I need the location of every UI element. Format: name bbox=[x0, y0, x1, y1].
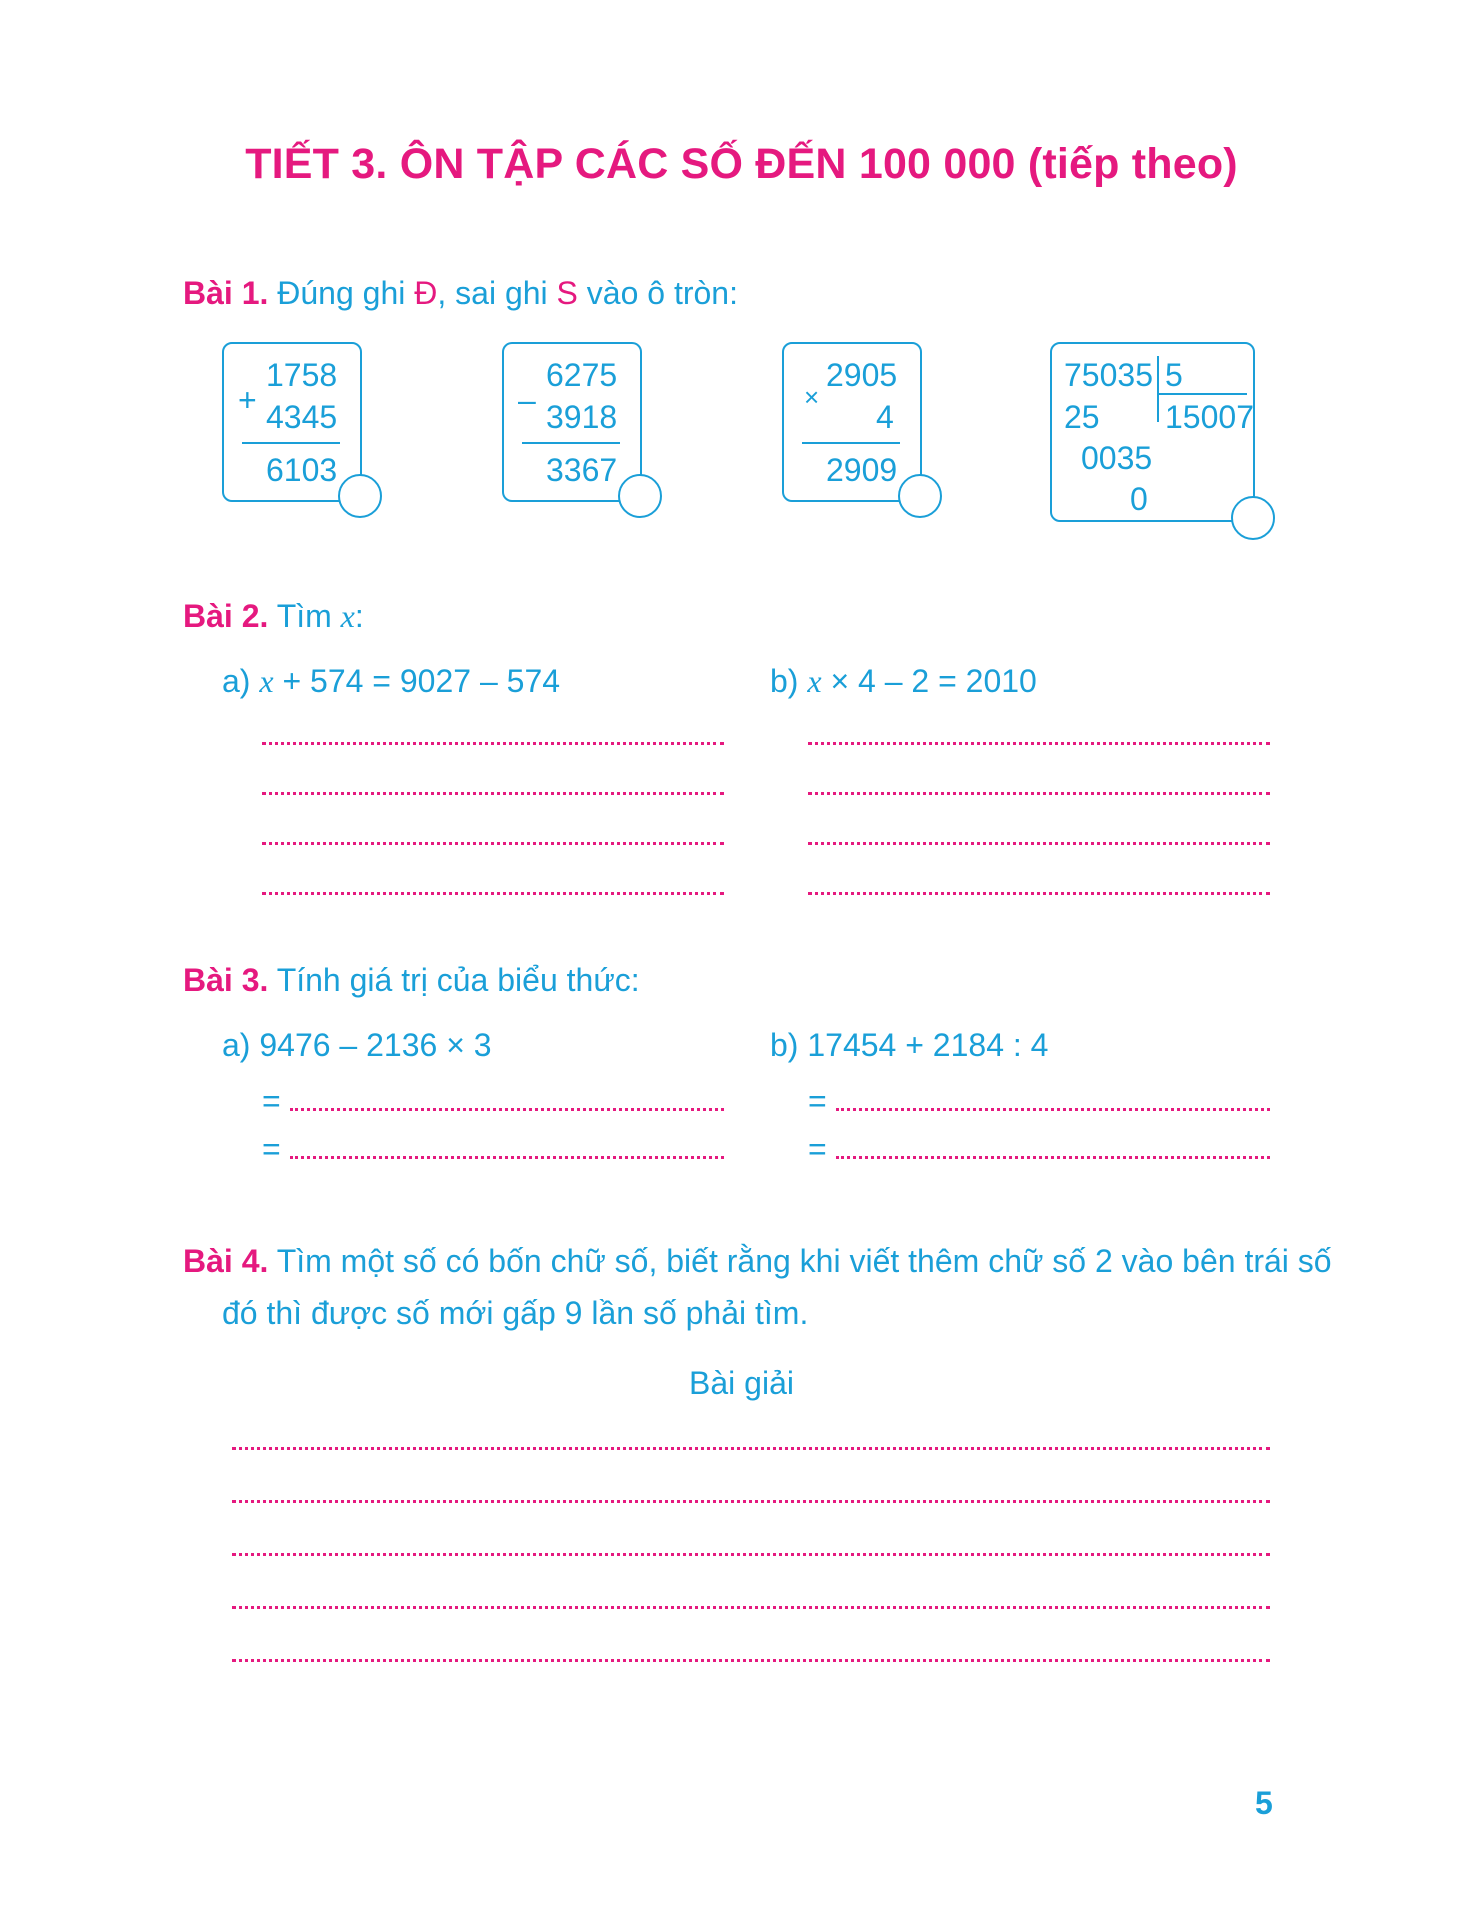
solution-line[interactable] bbox=[232, 1553, 1270, 1556]
times-sign: × bbox=[804, 382, 820, 412]
divisor: 5 bbox=[1165, 357, 1183, 393]
exercise-2-heading bbox=[183, 598, 364, 635]
answer-circle-2[interactable] bbox=[618, 474, 662, 518]
division-step-2: 0035 bbox=[1081, 440, 1153, 476]
equation-a bbox=[222, 663, 560, 700]
subtraction-box bbox=[502, 342, 642, 502]
addition-box bbox=[222, 342, 362, 502]
division-step-1: 25 bbox=[1064, 399, 1100, 435]
equation-b-expression: × 4 – 2 = 2010 bbox=[821, 663, 1037, 699]
answer-line[interactable] bbox=[836, 1108, 1270, 1111]
exercise-4-label: Bài 4. bbox=[183, 1243, 269, 1279]
multiplication-result: 2909 bbox=[826, 452, 898, 488]
exercise-2-label: Bài 2. bbox=[183, 598, 269, 634]
variable-x: x bbox=[340, 598, 355, 634]
exercise-3-text: Tính giá trị của biểu thức: bbox=[268, 962, 640, 998]
answer-line[interactable] bbox=[836, 1156, 1270, 1159]
addend-1: 1758 bbox=[266, 357, 338, 393]
answer-line[interactable] bbox=[808, 842, 1270, 845]
multiplication-box bbox=[782, 342, 922, 502]
division-vertical-line bbox=[1157, 356, 1159, 422]
answer-line[interactable] bbox=[262, 742, 724, 745]
exercise-4-heading bbox=[183, 1243, 1332, 1280]
division-horizontal-line bbox=[1157, 393, 1247, 395]
answer-line[interactable] bbox=[262, 792, 724, 795]
dividend: 75035 bbox=[1064, 357, 1153, 393]
exercise-1-text-a: Đúng ghi bbox=[268, 275, 415, 311]
exercise-3-heading bbox=[183, 962, 640, 999]
answer-circle-4[interactable] bbox=[1231, 496, 1275, 540]
answer-circle-3[interactable] bbox=[898, 474, 942, 518]
plus-sign: + bbox=[238, 382, 257, 418]
equals-sign: = bbox=[262, 1083, 281, 1119]
remainder: 0 bbox=[1130, 481, 1148, 517]
equation-b-prefix: b) bbox=[770, 663, 808, 699]
equals-sign: = bbox=[808, 1131, 827, 1167]
addend-2: 4345 bbox=[266, 399, 338, 435]
answer-line[interactable] bbox=[808, 792, 1270, 795]
solution-line[interactable] bbox=[232, 1659, 1270, 1662]
solution-line[interactable] bbox=[232, 1606, 1270, 1609]
exercise-1-text-c: vào ô tròn: bbox=[577, 275, 738, 311]
answer-line[interactable] bbox=[262, 842, 724, 845]
quotient: 15007 bbox=[1165, 399, 1254, 435]
page-title: TIẾT 3. ÔN TẬP CÁC SỐ ĐẾN 100 000 (tiếp theo) bbox=[245, 140, 1238, 188]
addition-result: 6103 bbox=[266, 452, 338, 488]
exercise-3-label: Bài 3. bbox=[183, 962, 269, 998]
multiplier: 4 bbox=[876, 399, 894, 435]
result-line bbox=[802, 442, 900, 444]
division-box bbox=[1050, 342, 1255, 522]
expression-a: a) 9476 – 2136 × 3 bbox=[222, 1027, 492, 1063]
equation-a-expression: + 574 = 9027 – 574 bbox=[273, 663, 561, 699]
exercise-1-label: Bài 1. bbox=[183, 275, 269, 311]
exercise-1-text-b: , sai ghi bbox=[437, 275, 557, 311]
answer-line[interactable] bbox=[290, 1108, 724, 1111]
minuend: 6275 bbox=[546, 357, 618, 393]
equation-a-prefix: a) bbox=[222, 663, 260, 699]
subtraction-result: 3367 bbox=[546, 452, 618, 488]
result-line bbox=[522, 442, 620, 444]
solution-line[interactable] bbox=[232, 1500, 1270, 1503]
equation-a-variable: x bbox=[259, 663, 274, 699]
solution-line[interactable] bbox=[232, 1447, 1270, 1450]
equation-b bbox=[770, 663, 1037, 700]
exercise-2-colon: : bbox=[354, 598, 364, 634]
multiplicand: 2905 bbox=[826, 357, 898, 393]
solution-heading: Bài giải bbox=[689, 1365, 794, 1401]
minus-sign: – bbox=[518, 382, 536, 418]
exercise-2-text: Tìm bbox=[268, 598, 341, 634]
result-line bbox=[242, 442, 340, 444]
page-number: 5 bbox=[1255, 1785, 1273, 1821]
equals-sign: = bbox=[808, 1083, 827, 1119]
answer-line[interactable] bbox=[262, 892, 724, 895]
equation-b-variable: x bbox=[807, 663, 822, 699]
true-letter: Đ bbox=[414, 275, 438, 311]
answer-line[interactable] bbox=[808, 892, 1270, 895]
answer-line[interactable] bbox=[808, 742, 1270, 745]
exercise-4-line-1: Tìm một số có bốn chữ số, biết rằng khi viết thêm chữ số 2 vào bên trái số bbox=[268, 1243, 1332, 1279]
exercise-1-heading bbox=[183, 275, 738, 312]
subtrahend: 3918 bbox=[546, 399, 618, 435]
expression-b: b) 17454 + 2184 : 4 bbox=[770, 1027, 1049, 1063]
exercise-4-line-2: đó thì được số mới gấp 9 lần số phải tìm. bbox=[222, 1295, 809, 1331]
answer-line[interactable] bbox=[290, 1156, 724, 1159]
equals-sign: = bbox=[262, 1131, 281, 1167]
answer-circle-1[interactable] bbox=[338, 474, 382, 518]
false-letter: S bbox=[556, 275, 578, 311]
